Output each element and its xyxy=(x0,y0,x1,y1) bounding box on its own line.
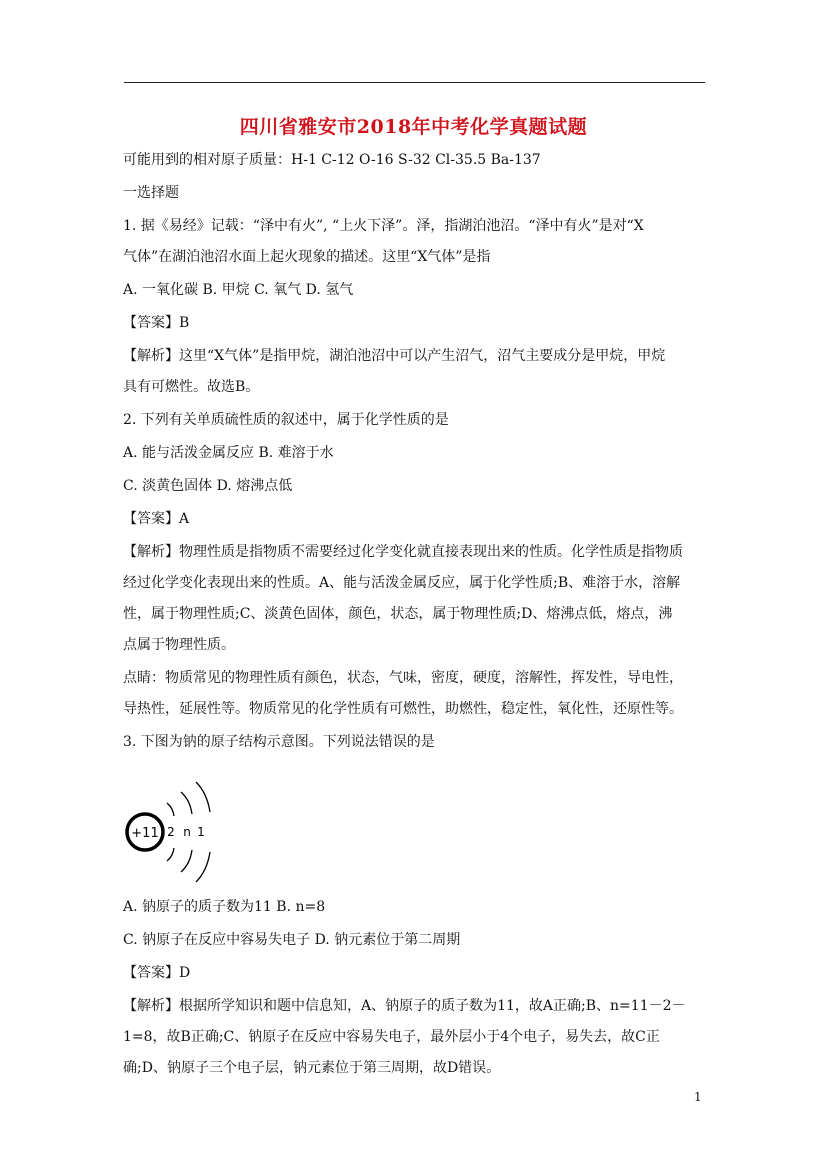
q3-analysis-line3: 确;D、钠原子三个电子层，钠元素位于第三周期，故D错误。 xyxy=(123,1060,501,1076)
nucleus-label: +11 xyxy=(131,826,159,841)
q2-tip-line1: 点睛：物质常见的物理性质有颜色，状态，气味，密度，硬度，溶解性，挥发性，导电性， xyxy=(123,670,683,686)
q1-answer: 【答案】B xyxy=(123,315,190,331)
shell2-label: n xyxy=(183,825,191,839)
q2-answer: 【答案】A xyxy=(123,511,190,527)
page-number: 1 xyxy=(694,1090,702,1104)
shell2-arc-bottom xyxy=(181,850,192,872)
shell1-label: 2 xyxy=(167,825,175,839)
q2-options-line1: A. 能与活泼金属反应 B. 难溶于水 xyxy=(123,445,334,461)
atom-structure-svg xyxy=(123,762,243,887)
section-heading: 一选择题 xyxy=(123,185,179,201)
shell1-arc-bottom xyxy=(167,848,174,861)
q1-stem-line1: 1. 据《易经》记载：“泽中有火”, “上火下泽”。泽，指湖泊池沼。“泽中有火”是对“X xyxy=(123,218,644,234)
q3-options-line2: C. 钠原子在反应中容易失电子 D. 钠元素位于第二周期 xyxy=(123,932,461,948)
shell1-arc-top xyxy=(167,803,174,816)
q2-analysis-line4: 点属于物理性质。 xyxy=(123,637,235,653)
q2-analysis xyxy=(123,541,706,656)
q3-options-line1: A. 钠原子的质子数为11 B. n=8 xyxy=(123,899,326,915)
q3-analysis-line2: 1=8，故B正确;C、钠原子在反应中容易失电子，最外层小于4个电子，易失去，故C正 xyxy=(123,1029,660,1045)
q2-options-line2: C. 淡黄色固体 D. 熔沸点低 xyxy=(123,478,293,494)
q3-answer: 【答案】D xyxy=(123,965,191,981)
q1-stem-line2: 气体”在湖泊池沼水面上起火现象的描述。这里“X气体”是指 xyxy=(123,249,491,265)
page-title: 四川省雅安市2018年中考化学真题试题 xyxy=(239,116,588,138)
q2-analysis-line2: 经过化学变化表现出来的性质。A、能与活泼金属反应，属于化学性质;B、难溶于水，溶解 xyxy=(123,575,681,591)
q2-analysis-line1: 【解析】物理性质是指物质不需要经过化学变化就直接表现出来的性质。化学性质是指物质 xyxy=(123,544,683,560)
q2-tip-line2: 导热性，延展性等。物质常见的化学性质有可燃性，助燃性，稳定性，氧化性，还原性等。 xyxy=(123,701,683,717)
q2-analysis-line3: 性，属于物理性质;C、淡黄色固体，颜色，状态，属于物理性质;D、熔沸点低，熔点，沸 xyxy=(123,606,673,622)
atomic-masses: 可能用到的相对原子质量：H-1 C-12 O-16 S-32 Cl-35.5 Ba-137 xyxy=(123,152,541,168)
shell3-arc-top xyxy=(196,782,210,812)
shell3-label: 1 xyxy=(197,825,205,839)
q3-analysis-line1: 【解析】根据所学知识和题中信息知，A、钠原子的质子数为11，故A正确;B、n=11－2－ xyxy=(123,998,686,1014)
header-rule xyxy=(124,82,705,83)
q2-tip xyxy=(123,667,706,720)
question-1 xyxy=(123,215,706,268)
q1-analysis-line1: 【解析】这里“X气体”是指甲烷，湖泊池沼中可以产生沼气，沼气主要成分是甲烷，甲烷 xyxy=(123,348,666,364)
q2-stem: 2. 下列有关单质硫性质的叙述中，属于化学性质的是 xyxy=(123,412,449,428)
sodium-atom-diagram xyxy=(123,762,706,887)
shell2-arc-top xyxy=(181,792,192,814)
q3-analysis xyxy=(123,995,706,1079)
q1-analysis xyxy=(123,345,706,398)
document-body xyxy=(123,149,706,1090)
q1-options: A. 一氧化碳 B. 甲烷 C. 氧气 D. 氢气 xyxy=(123,282,354,298)
q1-analysis-line2: 具有可燃性。故选B。 xyxy=(123,379,260,395)
q3-stem: 3. 下图为钠的原子结构示意图。下列说法错误的是 xyxy=(123,734,435,750)
shell3-arc-bottom xyxy=(196,852,210,882)
